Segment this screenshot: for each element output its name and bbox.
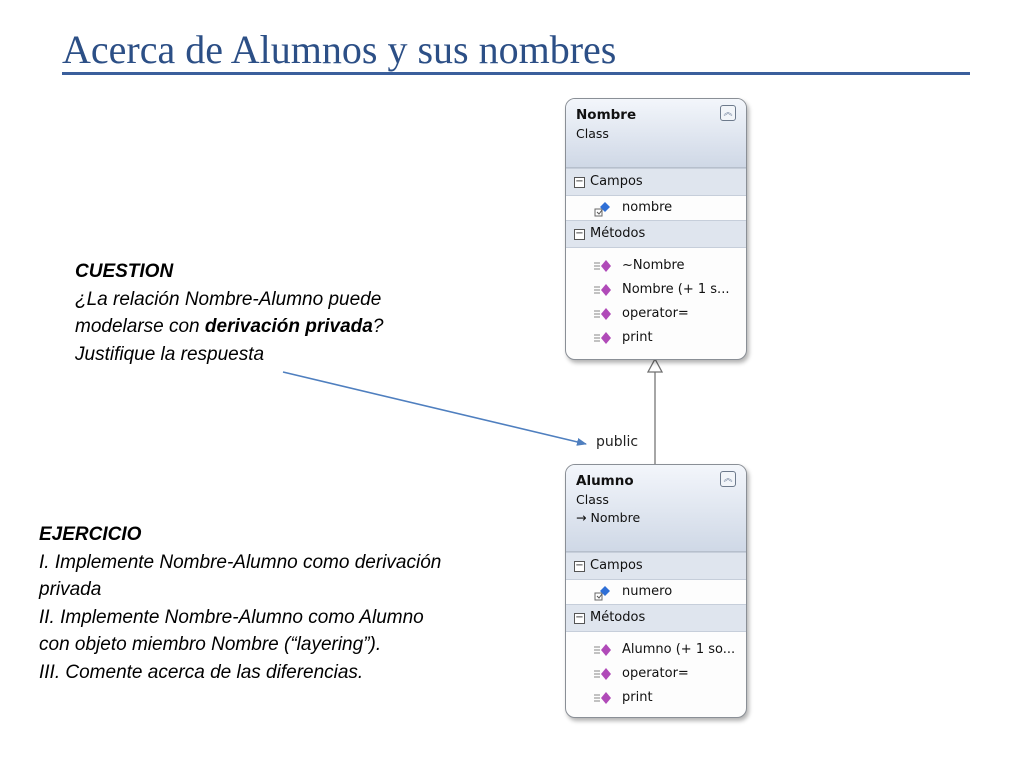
method-icon <box>594 307 612 321</box>
minus-box-icon[interactable]: − <box>575 228 584 239</box>
base-class-name: Nombre <box>590 510 641 525</box>
question-line: Justifique la respuesta <box>75 343 265 365</box>
method-item[interactable] <box>566 302 746 326</box>
class-box-alumno[interactable] <box>565 464 747 718</box>
method-item[interactable] <box>566 638 746 662</box>
method-name: ~Nombre <box>622 258 685 273</box>
method-name: operator= <box>622 666 689 681</box>
exercise-line: privada <box>39 579 102 600</box>
exercise-line: I. Implemente Nombre-Alumno como derivación <box>39 551 442 573</box>
minus-box-icon[interactable]: − <box>575 560 584 571</box>
method-name: operator= <box>622 306 689 321</box>
field-name: numero <box>622 584 673 599</box>
minus-box-icon[interactable]: − <box>575 176 584 187</box>
method-item[interactable] <box>566 278 746 302</box>
double-chevron-up-icon[interactable]: ︽ <box>720 471 736 487</box>
method-icon <box>594 667 612 681</box>
method-item[interactable] <box>566 662 746 686</box>
section-label: Campos <box>590 558 643 573</box>
field-icon <box>594 585 612 601</box>
method-icon <box>594 643 612 657</box>
base-class <box>576 509 736 527</box>
minus-box-icon[interactable]: − <box>575 612 584 623</box>
method-name: print <box>622 330 653 345</box>
method-icon <box>594 259 612 273</box>
double-chevron-up-icon[interactable]: ︽ <box>720 105 736 121</box>
section-label: Métodos <box>590 226 646 241</box>
exercise-line: III. Comente acerca de las diferencias. <box>39 661 364 683</box>
exercise-heading: EJERCICIO <box>39 524 142 545</box>
class-stereotype: Class <box>576 492 609 507</box>
relation-label: public <box>596 434 639 450</box>
section-campos[interactable] <box>566 168 746 196</box>
class-name: Nombre <box>576 107 637 123</box>
question-block <box>75 258 495 368</box>
method-icon <box>594 331 612 345</box>
class-header <box>566 99 746 168</box>
section-metodos[interactable] <box>566 604 746 632</box>
question-line: modelarse con derivación privada? <box>75 316 384 337</box>
class-stereotype: Class <box>576 126 609 141</box>
field-item[interactable] <box>566 196 746 220</box>
section-campos[interactable] <box>566 552 746 580</box>
exercise-line: II. Implemente Nombre-Alumno como Alumno <box>39 606 424 628</box>
field-item[interactable] <box>566 580 746 604</box>
section-label: Métodos <box>590 610 646 625</box>
class-header <box>566 465 746 552</box>
field-icon <box>594 201 612 217</box>
question-arrow <box>283 372 586 444</box>
inherits-arrow-icon: → <box>576 510 587 525</box>
slide-title: Acerca de Alumnos y sus nombres <box>62 27 617 72</box>
question-line: ¿La relación Nombre-Alumno puede <box>75 288 382 310</box>
inheritance-triangle <box>648 359 662 372</box>
method-icon <box>594 691 612 705</box>
section-label: Campos <box>590 174 643 189</box>
method-item[interactable] <box>566 326 746 350</box>
class-box-nombre[interactable] <box>565 98 747 360</box>
exercise-block <box>39 521 549 686</box>
method-name: Nombre (+ 1 s... <box>622 282 730 297</box>
method-icon <box>594 283 612 297</box>
method-name: Alumno (+ 1 so... <box>622 642 736 657</box>
class-name: Alumno <box>576 473 634 489</box>
field-name: nombre <box>622 200 673 215</box>
question-heading: CUESTION <box>75 261 174 282</box>
section-metodos[interactable] <box>566 220 746 248</box>
question-emphasis: derivación privada <box>204 316 373 337</box>
exercise-line: con objeto miembro Nombre (“layering”). <box>39 634 382 655</box>
method-name: print <box>622 690 653 705</box>
method-item[interactable] <box>566 686 746 710</box>
method-item[interactable] <box>566 254 746 278</box>
